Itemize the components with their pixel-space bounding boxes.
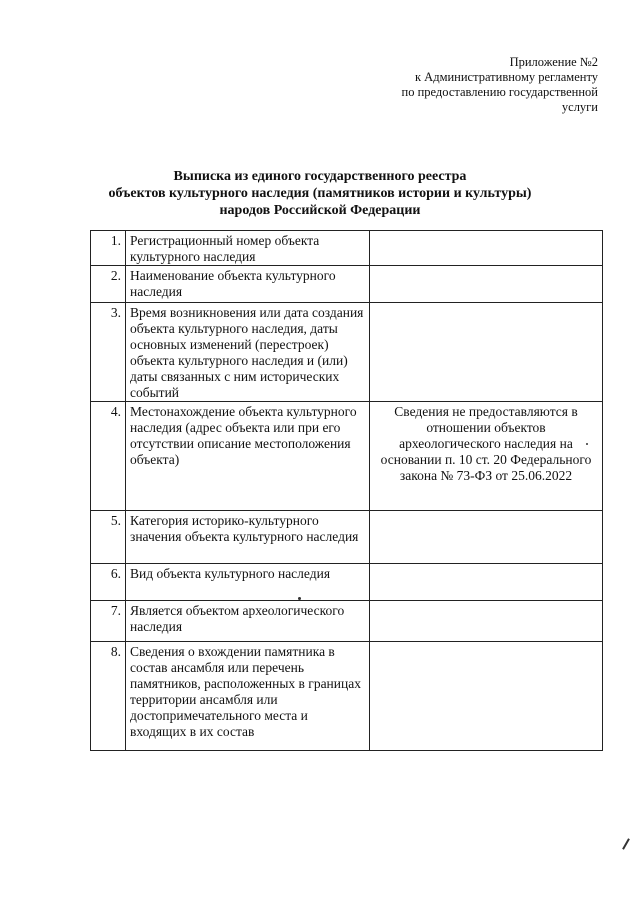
row-field-value — [370, 266, 603, 303]
row-number: 6. — [91, 564, 126, 601]
row-number: 4. — [91, 402, 126, 511]
row-field-name: Местонахождение объекта культурного наследия (адрес объекта или при его отсутствии описание местоположения объекта) — [126, 402, 370, 511]
row-field-name: Время возникновения или дата создания объекта культурного наследия, даты основных изменений (перестроек) объекта культурного наследия и (или) даты связанных с ним исторических событий — [126, 303, 370, 402]
row-field-value — [370, 601, 603, 642]
annex-line: Приложение №2 — [509, 55, 598, 69]
table-row — [91, 303, 603, 402]
title-line: Выписка из единого государственного реестра — [173, 169, 467, 184]
row-number: 7. — [91, 601, 126, 642]
table-row — [91, 231, 603, 266]
table-row — [91, 266, 603, 303]
row-field-name: Наименование объекта культурного наследия — [126, 266, 370, 303]
row-field-value — [370, 642, 603, 751]
row-field-name: Является объектом археологического наследия — [126, 601, 370, 642]
scan-speck — [298, 597, 301, 600]
scan-speck — [586, 443, 588, 445]
table-row — [91, 402, 603, 511]
row-field-value — [370, 303, 603, 402]
table-row — [91, 642, 603, 751]
row-field-name: Регистрационный номер объекта культурного наследия — [126, 231, 370, 266]
title-line: объектов культурного наследия (памятников истории и культуры) — [108, 186, 532, 201]
row-field-value: Сведения не предоставляются в отношении объектов археологического наследия на основании п. 10 ст. 20 Федерального закона № 73-ФЗ от 25.06.2022 — [370, 402, 603, 511]
row-field-value — [370, 231, 603, 266]
document-title — [0, 168, 640, 219]
row-field-name: Вид объекта культурного наследия — [126, 564, 370, 601]
row-number: 1. — [91, 231, 126, 266]
row-number: 2. — [91, 266, 126, 303]
row-number: 5. — [91, 511, 126, 564]
table-row — [91, 601, 603, 642]
annex-line: услуги — [561, 100, 598, 114]
table-row — [91, 511, 603, 564]
row-field-name: Категория историко-культурного значения объекта культурного наследия — [126, 511, 370, 564]
row-field-value — [370, 511, 603, 564]
registry-table — [90, 230, 603, 751]
title-line: народов Российской Федерации — [219, 203, 421, 218]
table-row — [91, 564, 603, 601]
row-field-name: Сведения о вхождении памятника в состав ансамбля или перечень памятников, расположенных в границах территории ансамбля или достопримечательного места и входящих в их состав — [126, 642, 370, 751]
annex-header — [338, 55, 598, 115]
annex-line: к Административному регламенту — [414, 70, 598, 84]
row-number: 8. — [91, 642, 126, 751]
scan-speck — [622, 838, 630, 849]
row-number: 3. — [91, 303, 126, 402]
annex-line: по предоставлению государственной — [401, 85, 598, 99]
row-field-value — [370, 564, 603, 601]
